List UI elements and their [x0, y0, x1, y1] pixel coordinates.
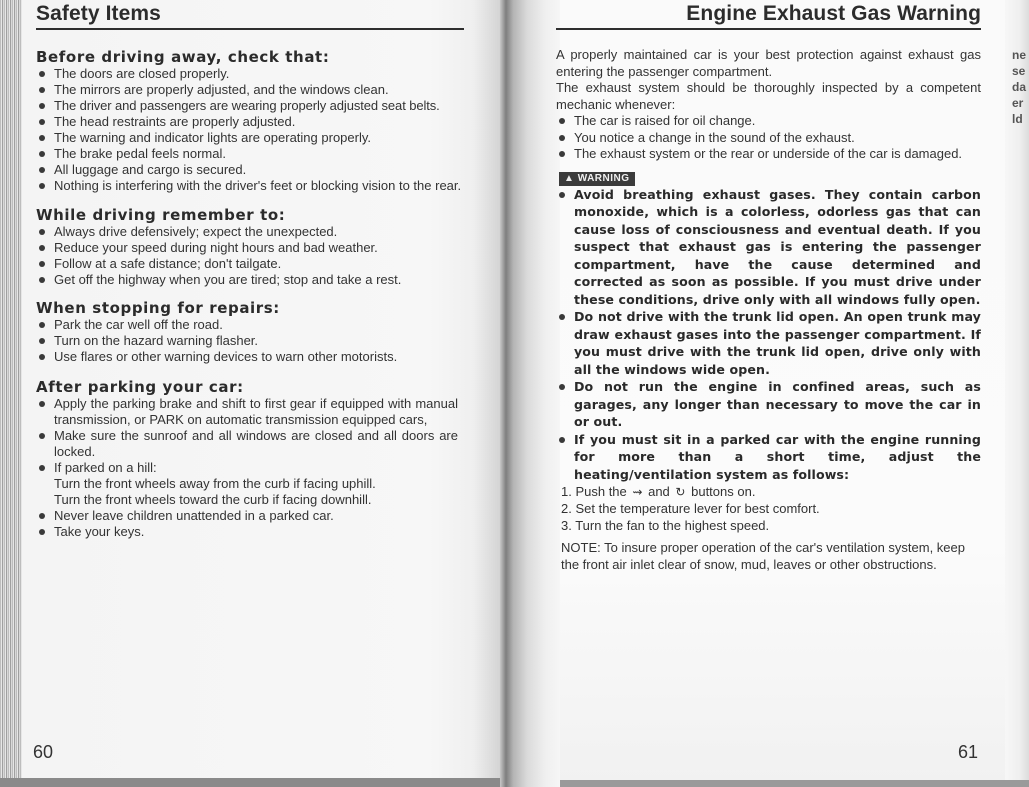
list-item: The brake pedal feels normal. — [36, 146, 464, 162]
list-item: Get off the highway when you are tired; stop and take a rest. — [36, 272, 464, 288]
list-subitem: Turn the front wheels away from the curb if facing uphill. — [54, 476, 376, 491]
section-heading: While driving remember to: — [36, 206, 286, 224]
page-stack-edge — [0, 0, 22, 787]
text-fragment: er — [1012, 96, 1024, 110]
list-item: The doors are closed properly. — [36, 66, 464, 82]
inspection-list — [556, 113, 981, 163]
page-number-right: 61 — [958, 742, 979, 762]
list-item: All luggage and cargo is secured. — [36, 162, 464, 178]
bottom-shadow — [0, 778, 500, 787]
title-rule — [36, 28, 464, 30]
section-heading: Before driving away, check that: — [36, 48, 330, 66]
list-item: Apply the parking brake and shift to first gear if equipped with manual transmission, or PARK on automatic transmission equipped cars, — [36, 396, 458, 428]
recirculation-icon: ↻ — [675, 485, 686, 499]
list-item: Use flares or other warning devices to warn other motorists. — [36, 349, 464, 365]
text-fragment: se — [1012, 64, 1026, 78]
section-heading: After parking your car: — [36, 378, 244, 396]
warning-triangle-icon: ▲ — [564, 172, 575, 184]
step-text: 1. Push the — [561, 484, 627, 499]
ventilation-note: NOTE: To insure proper operation of the car's ventilation system, keep the front air inlet clear of snow, mud, leaves or other obstructions. — [561, 540, 965, 572]
list-item: The mirrors are properly adjusted, and the windows clean. — [36, 82, 464, 98]
list-item: The head restraints are properly adjusted. — [36, 114, 464, 130]
page-number-left: 60 — [33, 742, 54, 762]
text-fragment: ne — [1012, 48, 1027, 62]
list-subitem: Turn the front wheels toward the curb if facing downhill. — [54, 492, 372, 507]
warning-item: If you must sit in a parked car with the engine running for more than a short time, adjust the heating/ventilation system as follows: — [556, 431, 981, 484]
section-heading: When stopping for repairs: — [36, 299, 280, 317]
warning-item: Do not drive with the trunk lid open. An open trunk may draw exhaust gases into the passenger compartment. If you must drive with the trunk lid open, drive only with all the windows wide open. — [556, 308, 981, 378]
list-item: The car is raised for oil change. — [556, 113, 981, 130]
step-item: 3. Turn the fan to the highest speed. — [561, 518, 770, 533]
checklist-stopping — [36, 317, 464, 365]
page-title-right: Engine Exhaust Gas Warning — [686, 2, 981, 25]
step-text: buttons on. — [691, 484, 756, 499]
intro-paragraph: A properly maintained car is your best protection against exhaust gas entering the passenger compartment. — [556, 47, 981, 79]
step-item — [561, 483, 981, 500]
page-title-left: Safety Items — [36, 2, 161, 25]
checklist-before-driving — [36, 66, 464, 194]
text-fragment: ld — [1012, 112, 1023, 126]
list-item: The warning and indicator lights are operating properly. — [36, 130, 464, 146]
next-page-fragments — [1012, 47, 1026, 127]
ventilation-steps — [556, 483, 981, 534]
warning-list — [556, 186, 981, 484]
list-item: The exhaust system or the rear or underside of the car is damaged. — [556, 146, 981, 163]
list-item: Reduce your speed during night hours and bad weather. — [36, 240, 464, 256]
list-item: You notice a change in the sound of the exhaust. — [556, 130, 981, 147]
list-item: If parked on a hill: — [36, 460, 458, 476]
checklist-while-driving — [36, 224, 464, 288]
text-fragment: da — [1012, 80, 1027, 94]
list-item: Always drive defensively; expect the unexpected. — [36, 224, 464, 240]
list-item: The driver and passengers are wearing properly adjusted seat belts. — [36, 98, 464, 114]
list-item: Follow at a safe distance; don't tailgate. — [36, 256, 464, 272]
checklist-after-parking — [36, 396, 458, 540]
list-item: Nothing is interfering with the driver's feet or blocking vision to the rear. — [36, 178, 464, 194]
bottom-shadow — [560, 780, 1029, 787]
list-item: Turn on the hazard warning flasher. — [36, 333, 464, 349]
step-text: and — [648, 484, 670, 499]
title-rule — [556, 28, 981, 30]
list-item: Make sure the sunroof and all windows are closed and all doors are locked. — [36, 428, 458, 460]
warning-item: Do not run the engine in confined areas, such as garages, any longer than necessary to move the car in or out. — [556, 378, 981, 431]
warning-item: Avoid breathing exhaust gases. They contain carbon monoxide, which is a colorless, odorless gas that can cause loss of consciousness and eventual death. If you suspect that exhaust gas is entering the passenger compartment, have the cause determined and corrected as soon as possible. If you must drive under these conditions, drive only with all windows fully open. — [556, 186, 981, 309]
warning-label: WARNING — [577, 172, 630, 184]
list-item: Take your keys. — [36, 524, 458, 540]
book-gutter — [500, 0, 560, 787]
list-item: Park the car well off the road. — [36, 317, 464, 333]
left-page-content — [36, 0, 464, 540]
list-item: Never leave children unattended in a parked car. — [36, 508, 458, 524]
intro-paragraph: The exhaust system should be thoroughly inspected by a competent mechanic whenever: — [556, 80, 981, 112]
right-page-content — [556, 0, 981, 573]
warning-badge — [559, 172, 635, 186]
fresh-air-vent-icon: ⇝ — [632, 485, 643, 499]
step-item: 2. Set the temperature lever for best comfort. — [561, 501, 820, 516]
